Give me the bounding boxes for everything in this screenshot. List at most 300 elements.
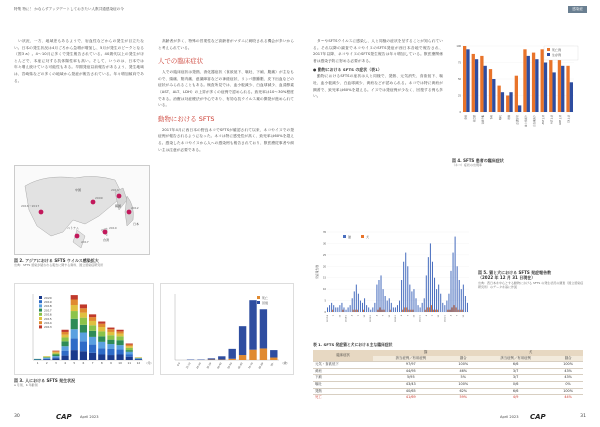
x-tick-label: 2019/1 [370,315,373,323]
brand-logo: CAP [56,413,72,421]
legend-swatch [257,296,260,299]
bar-猫 [403,262,404,312]
bar-猫 [358,294,359,312]
bar-犬 [412,310,413,312]
y-tick-label: 10 [322,288,326,292]
bar-猫 [430,243,431,312]
bar-犬 [355,310,356,312]
table-cell: 100% [553,362,583,369]
bar-猫 [327,307,328,312]
legend-label: 2015 [44,316,52,321]
bar-猫 [440,294,441,312]
x-tick-label: 10 [118,361,122,365]
bar-死亡例 [506,96,509,113]
figure-5-note: 出典：西日本を中心とする動物における SFTS の発生状況の調査（国立感染症研究所）のデータを基に作図 [478,280,584,290]
bar-生存例 [509,92,512,112]
map-year-label: 2017 [81,240,89,244]
bar-猫 [455,237,456,312]
table-cell: 下痢 [313,375,373,382]
bar-2019 [107,349,114,355]
table-cell: 5% [448,375,478,382]
x-tick-label: 7 [407,315,410,317]
bar-2019 [98,348,105,354]
bar-2020 [117,355,124,361]
bar-2014 [52,351,59,352]
x-tick-label: 2 [45,361,48,365]
bar-犬 [382,310,383,312]
legend-label: 2016 [44,312,52,317]
bar-2018 [117,345,124,349]
bar-2020 [135,359,142,360]
x-tick-label: CK上昇 [567,115,571,124]
bar-2018 [126,352,133,355]
bar-2013 [98,322,105,324]
bar-2020 [107,355,114,360]
bar-猫 [352,298,353,312]
legend-swatch [39,317,42,320]
figure-5-sub: （2022 年 12 月 31 日現在） [478,275,536,281]
bar-2013 [71,295,78,299]
bar-死亡 [229,359,236,360]
map-year-label: 2016〜2017 [21,204,40,208]
x-tick-label: 7 [333,315,336,317]
legend-label: 猫 [348,234,352,239]
legend-swatch [39,300,42,303]
x-tick-label: 白血球減少 [533,115,537,127]
figure-5 [313,226,475,342]
y-tick-label: 15 [322,276,326,280]
bar-2019 [71,339,78,351]
table-subheader: 割合 [564,355,572,360]
legend-label: 2019 [44,300,52,304]
bar-2017 [80,325,87,333]
bar-2018 [43,358,50,359]
bar-2015 [126,346,133,348]
bar-生存例 [518,105,521,112]
table-header: 臨床症状 [336,352,350,357]
x-tick-label: LDH上昇 [559,115,563,125]
x-tick-label: 10 [364,315,367,318]
col1-paragraph: い状況、一方、地域差もあるようで、岩血性などからの発生が目立たない。日本の発生状況は4月ごろから急増が増加し、5月が発生のピークとなる（図3 a）。4〜10月に多くで発生報告されている。40歳代以上の発生がほとんどで、本症に対する抗体陽性率も高い。そして、いうのは、日本では年々増え続けている可能性もある。早期発症以前報告があるよう、発生地域は、宮崎県などの多くの地域から発症が報告されている。年々増加傾向である。 [14,39,144,83]
bar-2017 [135,358,142,359]
bar-猫 [432,262,433,312]
bar-犬 [353,310,354,312]
x-tick-label: 意識障害 [516,115,519,125]
bar-2020 [98,355,105,361]
bar-2015 [80,313,87,318]
bar-猫 [463,285,464,312]
bar-猫 [329,305,330,312]
x-tick-label: 発熱 [464,115,468,120]
bar-猫 [333,305,334,312]
bar-2020 [126,357,133,360]
bar-2018 [71,329,78,338]
bar-猫 [411,291,412,312]
bar-猫 [346,310,347,312]
x-tick-label: 4 [450,315,453,317]
x-tick-label: 1 [36,361,39,365]
bar-2020 [80,351,87,360]
table-cell: 3/7 [478,368,553,375]
bar-猫 [370,310,371,312]
bar-2016 [43,357,50,358]
y-tick-label: 25 [457,94,461,98]
bar-2014 [89,317,96,321]
brand-logo: CAP [530,413,546,421]
bar-死亡例 [472,54,475,112]
page-number-right: 31 [580,414,586,419]
figure-5-caption [478,270,584,290]
bar-死亡例 [532,53,535,112]
x-tick-label: 2017/4 [327,315,330,323]
bar-2015 [98,327,105,331]
x-tick-label: 50-59 [226,362,234,370]
table-row [313,388,583,395]
bar-2018 [80,333,87,342]
bar-猫 [387,301,388,312]
x-tick-label: 食欲不振 [481,115,485,125]
col2-paragraph: 人での臨床症状は発熱、消化器症状（食欲低下、嘔吐、下痢、腹痛）が主なもので、頭痛、筋肉痛、意識障害などの神経症状、リンパ節腫脹、皮下出血などの症状がみられることもある。検査所見では、血小板減少、白血球減少、血清酵素（AST、ALT、LDH）の上昇が多くの症例で認められる。致死率は10〜30%程度である。治療は対症療法が中心であり、有効な抗ウイルス薬の開発が進められている。 [158,70,294,108]
legend-label: 2014 [44,321,52,325]
figure-2-note: 出典：SFTS 感染が疑われる報告に関する資料、国立感染症研究所 [14,263,104,268]
x-tick-label: 8 [100,361,103,365]
x-tick-label: 6 [82,361,85,365]
table-cell: 46% [448,368,478,375]
x-tick-label: ALT上昇 [550,115,554,124]
bar-犬 [458,310,459,312]
table-cell: 43% [553,375,583,382]
x-tick-label: 血小板減少 [524,115,528,127]
table-subheader: 該当症例／有用症例 [395,355,427,360]
bar-2020 [43,359,50,360]
map-country-label: 台湾 [103,238,110,242]
bar-犬 [437,310,438,312]
bar-猫 [374,303,375,312]
x-tick-label: 20-29 [195,362,202,370]
y-tick-label: 25 [322,253,326,257]
bar-2017 [62,341,69,346]
table-cell: 5/95 [373,375,448,382]
bar-犬 [402,310,403,312]
bar-2020 [71,350,78,360]
legend-swatch [257,301,260,304]
bar-生存例 [484,66,487,112]
legend-label: 犬 [366,234,370,239]
bar-猫 [366,305,367,312]
x-tick-label: 70-79 [247,362,254,370]
bar-2013 [107,328,114,330]
bar-2019 [62,351,69,356]
legend-swatch [39,321,42,324]
legend-swatch [343,235,346,238]
table-cell: 100% [448,381,478,388]
table-cell: 100% [553,388,583,395]
bar-犬 [379,307,380,312]
bar-2019 [43,359,50,360]
table-cell: 発熱 [313,388,373,395]
bar-猫 [461,289,462,312]
table-header: 犬 [528,350,533,354]
y-tick-label: 0 [459,111,461,114]
bar-猫 [381,275,382,312]
bar-2019 [126,355,133,357]
x-tick-label: 2020/1 [394,315,397,323]
x-tick-label: 10-19 [185,362,192,370]
x-tick-label: 90- [270,362,275,367]
section-heading-animals: 動物における SFTS [158,114,215,123]
bar-犬 [460,310,461,312]
bar-2013 [126,344,133,345]
bar-猫 [343,307,344,312]
y-tick-label: 75 [457,61,461,65]
x-tick-label: 30-39 [206,362,213,370]
bar-死亡 [249,350,256,360]
x-tick-label: 60-69 [237,362,244,370]
figure-4-sub: （ネコ）症状の出現率 [452,163,483,168]
bar-2018 [62,346,69,350]
subsection-heading: ● 動物における SFTS の症状（表1） [313,67,382,73]
y-tick-label: 0 [324,311,326,314]
bar-2015 [107,332,114,335]
map-country-label: 韓国 [115,204,122,208]
bar-猫 [368,307,369,312]
bar-2019 [135,359,142,360]
clinical-signs-table [313,350,583,401]
bar-2020 [52,358,59,360]
bar-猫 [364,298,365,312]
table-cell: 黄疸 [313,368,373,375]
legend-label: 回復 [262,300,269,305]
y-tick-label: 30 [322,242,326,246]
bar-2014 [62,332,69,335]
bar-2013 [117,330,124,332]
legend-swatch [547,53,550,56]
bar-猫 [385,296,386,312]
bar-死亡例 [489,69,492,112]
bar-猫 [428,257,429,312]
bar-猫 [444,305,445,312]
bar-2013 [80,304,87,308]
bar-2019 [89,345,96,353]
issue-date: April 2023 [500,415,519,419]
bar-2016 [52,353,59,354]
bar-猫 [405,253,406,312]
bar-猫 [453,253,454,312]
bar-猫 [389,298,390,312]
bar-生存例 [527,56,530,112]
chart-3a [15,284,154,375]
y-tick-label: 100 [456,45,461,48]
legend-label: 2020 [44,295,52,300]
bar-2013 [89,314,96,317]
legend-label: 2017 [44,308,52,313]
x-tick-label: 頭痛 [507,115,511,120]
page-number-left: 30 [14,414,20,419]
map-year-label: 2013 [111,188,119,192]
bar-2017 [34,359,41,360]
x-tick-label: 7 [456,315,459,317]
bar-猫 [350,305,351,312]
bar-2017 [52,355,59,357]
bar-2016 [89,325,96,331]
bar-猫 [459,280,460,312]
bar-犬 [462,310,463,312]
table-subheader: 割合 [459,355,467,360]
chart-4 [452,38,584,156]
bar-2017 [107,340,114,344]
bar-犬 [342,310,343,312]
x-tick-label: 10 [339,315,342,318]
bar-2016 [117,336,124,340]
bar-2017 [117,340,124,345]
bar-2016 [62,337,69,341]
bar-猫 [409,285,410,312]
chart-3b [161,284,294,375]
figure-4 [452,38,584,156]
x-tick-label: 嘔吐 [498,115,502,120]
bar-猫 [362,303,363,312]
x-tick-label: 40-49 [216,362,223,370]
bar-2016 [98,331,105,336]
x-tick-label: 7 [357,315,360,317]
figure-4-caption [452,158,584,168]
x-tick-label: 4 [351,315,354,317]
figure-3-caption [14,378,214,388]
col2-text [158,38,294,284]
bar-2020 [62,356,69,360]
bar-猫 [436,289,437,312]
map-country-label: ベトナム [67,226,79,230]
bar-2017 [43,357,50,358]
x-tick-label: 10 [462,315,465,318]
bar-猫 [413,289,414,312]
bar-猫 [450,271,451,312]
table-row [313,375,583,382]
legend-swatch [547,48,550,51]
bar-2017 [98,336,105,342]
figure-2-title: 図 2. アジアにおける SFTS ウイルス感染拡大 [14,258,99,263]
bar-死亡 [260,348,267,360]
bar-猫 [424,298,425,312]
table-cell: 100% [448,362,478,369]
bar-犬 [410,310,411,312]
bar-死亡例 [515,76,518,112]
bar-犬 [357,310,358,312]
bar-死亡例 [480,56,483,112]
x-tick-label: 4 [64,361,66,365]
table-row [313,395,583,401]
x-axis-label: (月) [146,361,152,365]
x-tick-label: 2022/1 [444,315,447,323]
col2-paragraph: 高齢者が多く、特殊の営業性など高齢者がマダニに刺咬される機会が多いからと考えられている。 [158,39,294,50]
bar-犬 [406,307,407,312]
table-cell: 3/7 [478,375,553,382]
bar-猫 [434,278,435,312]
bar-猫 [378,280,379,312]
bar-2019 [80,341,87,351]
bar-犬 [425,310,426,312]
table-cell: 6/6 [478,362,553,369]
legend-swatch [39,309,42,312]
x-tick-label: 11 [127,361,132,365]
bar-犬 [431,305,432,312]
bar-猫 [372,307,373,312]
table-row [313,368,583,375]
x-tick-label: 0-9 [176,362,182,367]
bar-2019 [117,350,124,355]
table-cell: 44% [553,395,583,401]
bar-猫 [465,296,466,312]
figure-2-caption [14,258,154,268]
bar-生存例 [544,63,547,113]
bar-犬 [454,305,455,312]
x-tick-label: 4 [376,315,379,317]
table-cell: 41/69 [373,395,448,401]
x-tick-label: 7 [91,361,94,365]
y-axis-label: 発症報告数 [315,265,319,279]
x-tick-label: 3 [55,361,57,365]
table-cell: 0/6 [478,381,553,388]
table-cell: 嘔吐 [313,381,373,388]
table-cell: 4/9 [478,395,553,401]
bar-猫 [391,303,392,312]
legend-swatch [39,325,42,328]
bar-犬 [429,307,430,312]
map-year-label: 2012 [131,206,139,210]
bar-2018 [135,358,142,359]
bar-2015 [71,305,78,311]
y-tick-label: 20 [322,265,326,269]
figure-3b [160,283,294,375]
x-tick-label: 4 [401,315,404,317]
bar-猫 [354,291,355,312]
bar-犬 [390,310,391,312]
bar-生存例 [475,59,478,112]
table-cell: 43% [553,368,583,375]
bar-猫 [401,280,402,312]
legend-label: 死亡例 [552,47,562,52]
bar-2014 [126,345,133,347]
bar-猫 [446,301,447,312]
bar-猫 [467,303,468,312]
bar-猫 [420,307,421,312]
bar-猫 [399,301,400,312]
x-tick-label: 10 [413,315,416,318]
bar-2015 [62,335,69,338]
bar-猫 [331,303,332,312]
table-subheader: 該当症例／有用症例 [500,355,531,360]
bar-死亡例 [463,46,466,112]
col3-text [313,38,443,238]
x-tick-label: 下痢 [490,115,494,120]
bar-2013 [62,330,69,332]
x-tick-label: 12 [136,361,141,365]
bar-2016 [71,311,78,319]
bar-猫 [442,303,443,312]
bar-犬 [363,310,364,312]
figure-3-sub: a 月別、b 年齢別 [14,383,38,388]
bar-死亡 [270,358,277,360]
y-tick-label: 5 [324,299,326,303]
bar-犬 [433,310,434,312]
legend-label: 2018 [44,304,52,309]
table-cell: 死亡 [313,395,373,401]
x-tick-label: 2018/1 [345,315,348,323]
bar-2016 [80,318,87,325]
bar-犬 [447,310,448,312]
bar-生存例 [492,79,495,112]
bar-死亡例 [523,49,526,112]
